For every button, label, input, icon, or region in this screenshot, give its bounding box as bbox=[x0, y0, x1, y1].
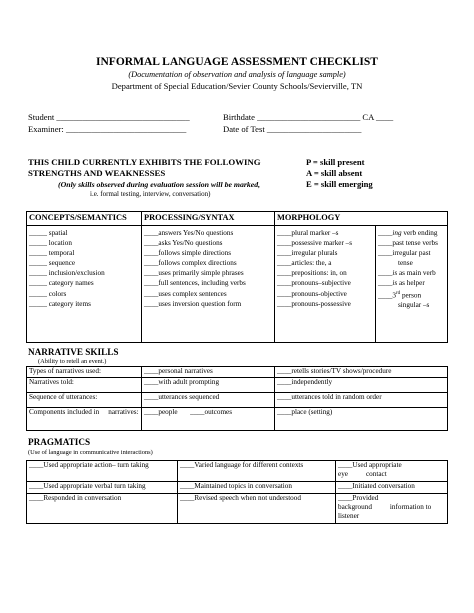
birthdate-field[interactable]: Birthdate ________________________ CA ____ bbox=[223, 112, 394, 122]
list-item[interactable]: ____follows complex directions bbox=[144, 259, 237, 268]
list-item[interactable]: ____prepositions: in, on bbox=[277, 269, 347, 278]
page-title: INFORMAL LANGUAGE ASSESSMENT CHECKLIST bbox=[96, 56, 378, 68]
list-item[interactable]: _____ location bbox=[29, 239, 72, 248]
examiner-field[interactable]: Examiner: ____________________________ bbox=[28, 124, 187, 134]
pragmatics-heading: PRAGMATICS bbox=[28, 437, 91, 447]
strengths-heading-line2: STRENGTHS AND WEAKNESSES bbox=[28, 168, 166, 178]
list-item[interactable]: ____pronouns-objective bbox=[277, 289, 347, 298]
list-item[interactable]: ____is as helper bbox=[378, 279, 425, 288]
list-item[interactable]: ____irregular plurals bbox=[277, 249, 338, 258]
list-item[interactable]: _____ category names bbox=[29, 279, 94, 288]
table-cell[interactable]: ____people ____outcomes bbox=[142, 408, 275, 431]
list-item[interactable]: _____ colors bbox=[29, 289, 67, 298]
list-item[interactable]: ____3rd person bbox=[378, 290, 422, 299]
list-item[interactable]: ____articles: the, a bbox=[277, 259, 332, 268]
table-cell[interactable]: ____retells stories/TV shows/procedure bbox=[275, 367, 448, 378]
table-cell[interactable]: ____Used appropriate action– turn taking bbox=[27, 461, 178, 482]
table-cell: Sequence of utterances: bbox=[27, 393, 142, 408]
list-item[interactable]: ____asks Yes/No questions bbox=[144, 239, 223, 248]
table-cell[interactable]: ____Maintained topics in conversation bbox=[178, 482, 336, 494]
list-item: singular –s bbox=[398, 301, 430, 310]
key-absent: A = skill absent bbox=[306, 168, 363, 178]
list-item[interactable]: _____ spatial bbox=[29, 229, 68, 237]
table-cell[interactable]: ____Initiated conversation bbox=[336, 482, 448, 494]
list-item[interactable]: ____full sentences, including verbs bbox=[144, 279, 246, 288]
list-item[interactable]: ____irregular past bbox=[378, 249, 431, 258]
list-item[interactable]: ____past tense verbs bbox=[378, 239, 438, 248]
table-cell[interactable]: ____place (setting) bbox=[275, 408, 448, 431]
list-item[interactable]: ____uses complex sentences bbox=[144, 289, 227, 298]
table-cell[interactable]: ____Provided background information to listener bbox=[336, 494, 448, 524]
strengths-heading-line1: THIS CHILD CURRENTLY EXHIBITS THE FOLLOWING bbox=[28, 157, 261, 167]
table-cell: Types of narratives used: bbox=[27, 367, 142, 378]
list-item[interactable]: ____plural marker –s bbox=[277, 229, 339, 237]
strengths-note-line2: i.e. formal testing, interview, conversation) bbox=[90, 190, 211, 198]
table-cell[interactable]: ____utterances told in random order bbox=[275, 393, 448, 408]
list-item[interactable]: ____answers Yes/No questions bbox=[144, 229, 234, 237]
processing-list bbox=[142, 226, 275, 343]
table-cell[interactable]: ____Used appropriate eye contact bbox=[336, 461, 448, 482]
table-cell[interactable]: ____Responded in conversation bbox=[27, 494, 178, 524]
narrative-table bbox=[26, 366, 448, 431]
table-cell[interactable]: ____personal narratives bbox=[142, 367, 275, 378]
concepts-list bbox=[27, 226, 142, 343]
student-field[interactable]: Student _______________________________ bbox=[28, 112, 190, 122]
table-cell[interactable]: ____Varied language for different contexts bbox=[178, 461, 336, 482]
table-cell[interactable]: ____utterances sequenced bbox=[142, 393, 275, 408]
list-item[interactable]: ____uses inversion question form bbox=[144, 299, 242, 308]
list-item[interactable]: ____possessive marker –s bbox=[277, 239, 353, 248]
page-subtitle: (Documentation of observation and analysis of language sample) bbox=[128, 70, 346, 79]
list-item[interactable]: ____pronouns-possessive bbox=[277, 299, 351, 308]
list-item[interactable]: _____ temporal bbox=[29, 249, 75, 258]
list-item[interactable]: ____is as main verb bbox=[378, 269, 436, 278]
list-item[interactable]: ____follows simple directions bbox=[144, 249, 232, 258]
department-line: Department of Special Education/Sevier County Schools/Sevierville, TN bbox=[111, 81, 363, 91]
header-concepts: CONCEPTS/SEMANTICS bbox=[27, 212, 142, 226]
header-processing: PROCESSING/SYNTAX bbox=[142, 212, 275, 226]
morphology-list-right bbox=[376, 226, 448, 343]
table-cell[interactable]: ____Revised speech when not understood bbox=[178, 494, 336, 524]
header-morphology: MORPHOLOGY bbox=[275, 212, 448, 226]
table-cell[interactable]: ____independently bbox=[275, 378, 448, 393]
table-cell: Narratives told: bbox=[27, 378, 142, 393]
narrative-note: (Ability to retell an event.) bbox=[38, 358, 107, 365]
list-item[interactable]: ____ing verb ending bbox=[378, 229, 438, 237]
list-item[interactable]: _____ inclusion/exclusion bbox=[29, 269, 105, 278]
strengths-note-line1: (Only skills observed during evaluation session will be marked, bbox=[58, 180, 261, 189]
table-cell[interactable]: ____Used appropriate verbal turn taking bbox=[27, 482, 178, 494]
narrative-heading: NARRATIVE SKILLS bbox=[28, 347, 119, 357]
date-of-test-field[interactable]: Date of Test ______________________ bbox=[223, 124, 362, 134]
pragmatics-note: (Use of language in communicative interactions) bbox=[28, 449, 153, 456]
list-item: tense bbox=[398, 259, 413, 268]
pragmatics-table bbox=[26, 460, 448, 524]
list-item[interactable]: ____pronouns–subjective bbox=[277, 279, 351, 288]
key-emerging: E = skill emerging bbox=[306, 179, 373, 189]
list-item[interactable]: _____ category items bbox=[29, 299, 91, 308]
table-cell: Components included in narratives: bbox=[27, 408, 142, 431]
key-present: P = skill present bbox=[306, 157, 365, 167]
skills-table bbox=[26, 211, 448, 343]
list-item[interactable]: ____uses primarily simple phrases bbox=[144, 269, 244, 278]
morphology-list-left bbox=[275, 226, 376, 343]
table-cell[interactable]: ____with adult prompting bbox=[142, 378, 275, 393]
list-item[interactable]: _____ sequence bbox=[29, 259, 76, 268]
